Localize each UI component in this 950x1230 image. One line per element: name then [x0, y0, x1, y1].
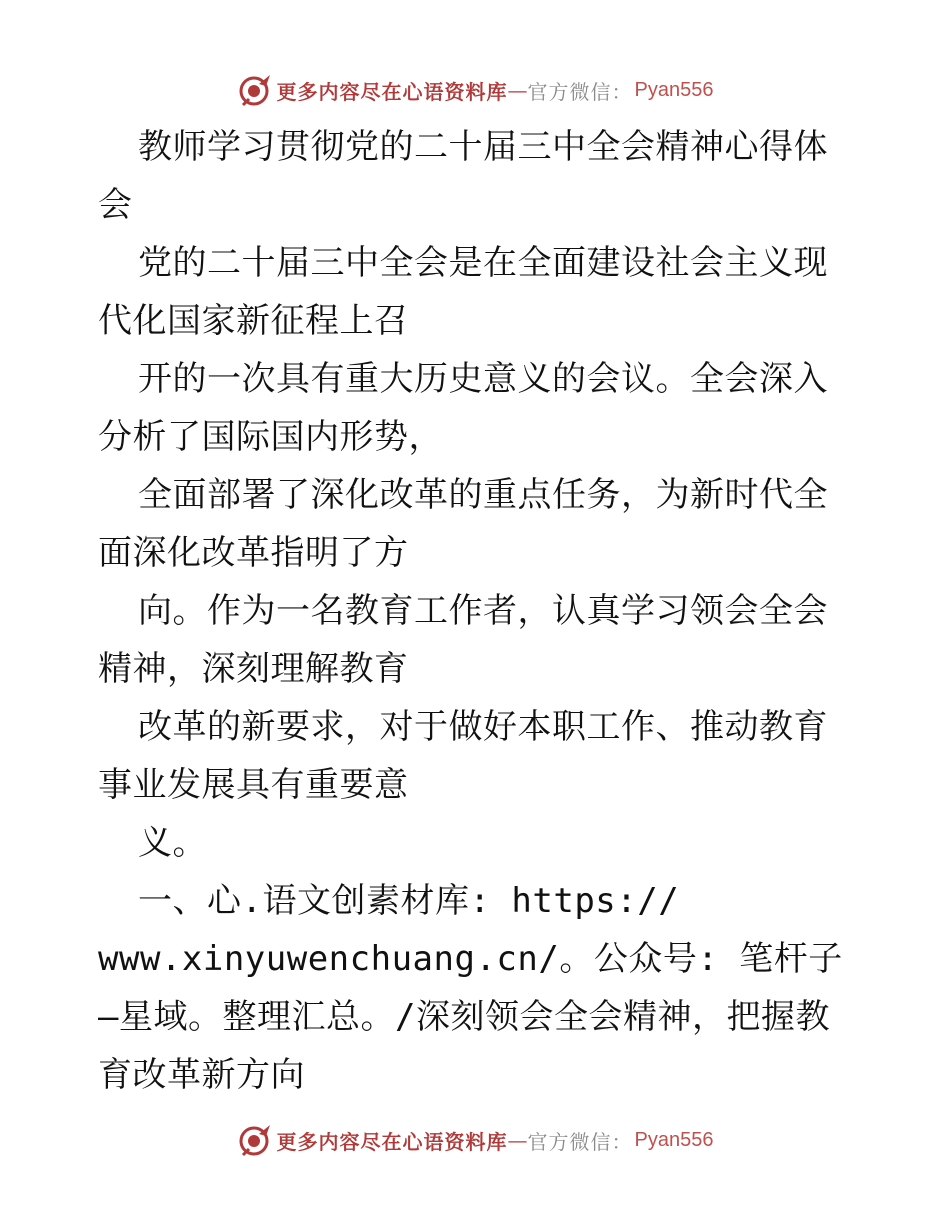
footer-watermark-banner [0, 1122, 950, 1158]
paragraph: www.xinyuwenchuang.cn/。公众号: 笔杆子—星域。整理汇总。/深刻领会全会精神，把握教育改革新方向 [98, 939, 843, 1095]
banner-dash: — [507, 78, 528, 102]
paragraph: 义。 [138, 823, 207, 863]
paragraph: 向。作为一名教育工作者，认真学习领会全会精神，深刻理解教育 [98, 591, 828, 689]
paragraph: 全面部署了深化改革的重点任务，为新时代全面深化改革指明了方 [98, 475, 828, 573]
banner-dash: — [507, 1128, 528, 1152]
paragraph: 开的一次具有重大历史意义的会议。全会深入分析了国际国内形势， [98, 359, 828, 457]
header-watermark-banner [0, 72, 950, 108]
section-heading: 一、心.语文创素材库: https:// [138, 881, 680, 921]
brand-logo-icon [237, 1122, 273, 1158]
banner-main-text: 更多内容尽在心语资料库 [276, 79, 508, 104]
paragraph: 改革的新要求，对于做好本职工作、推动教育事业发展具有重要意 [98, 707, 828, 805]
banner-wechat-id: Pyan556 [634, 1128, 714, 1151]
banner-sub-text: 官方微信： [527, 79, 633, 104]
document-body [98, 118, 858, 1104]
paragraph: 党的二十届三中全会是在全面建设社会主义现代化国家新征程上召 [98, 243, 828, 341]
document-title: 教师学习贯彻党的二十届三中全会精神心得体会 [98, 127, 828, 225]
banner-wechat-id: Pyan556 [634, 78, 714, 101]
banner-sub-text: 官方微信： [527, 1129, 633, 1154]
banner-main-text: 更多内容尽在心语资料库 [276, 1129, 508, 1154]
brand-logo-icon [237, 72, 273, 108]
